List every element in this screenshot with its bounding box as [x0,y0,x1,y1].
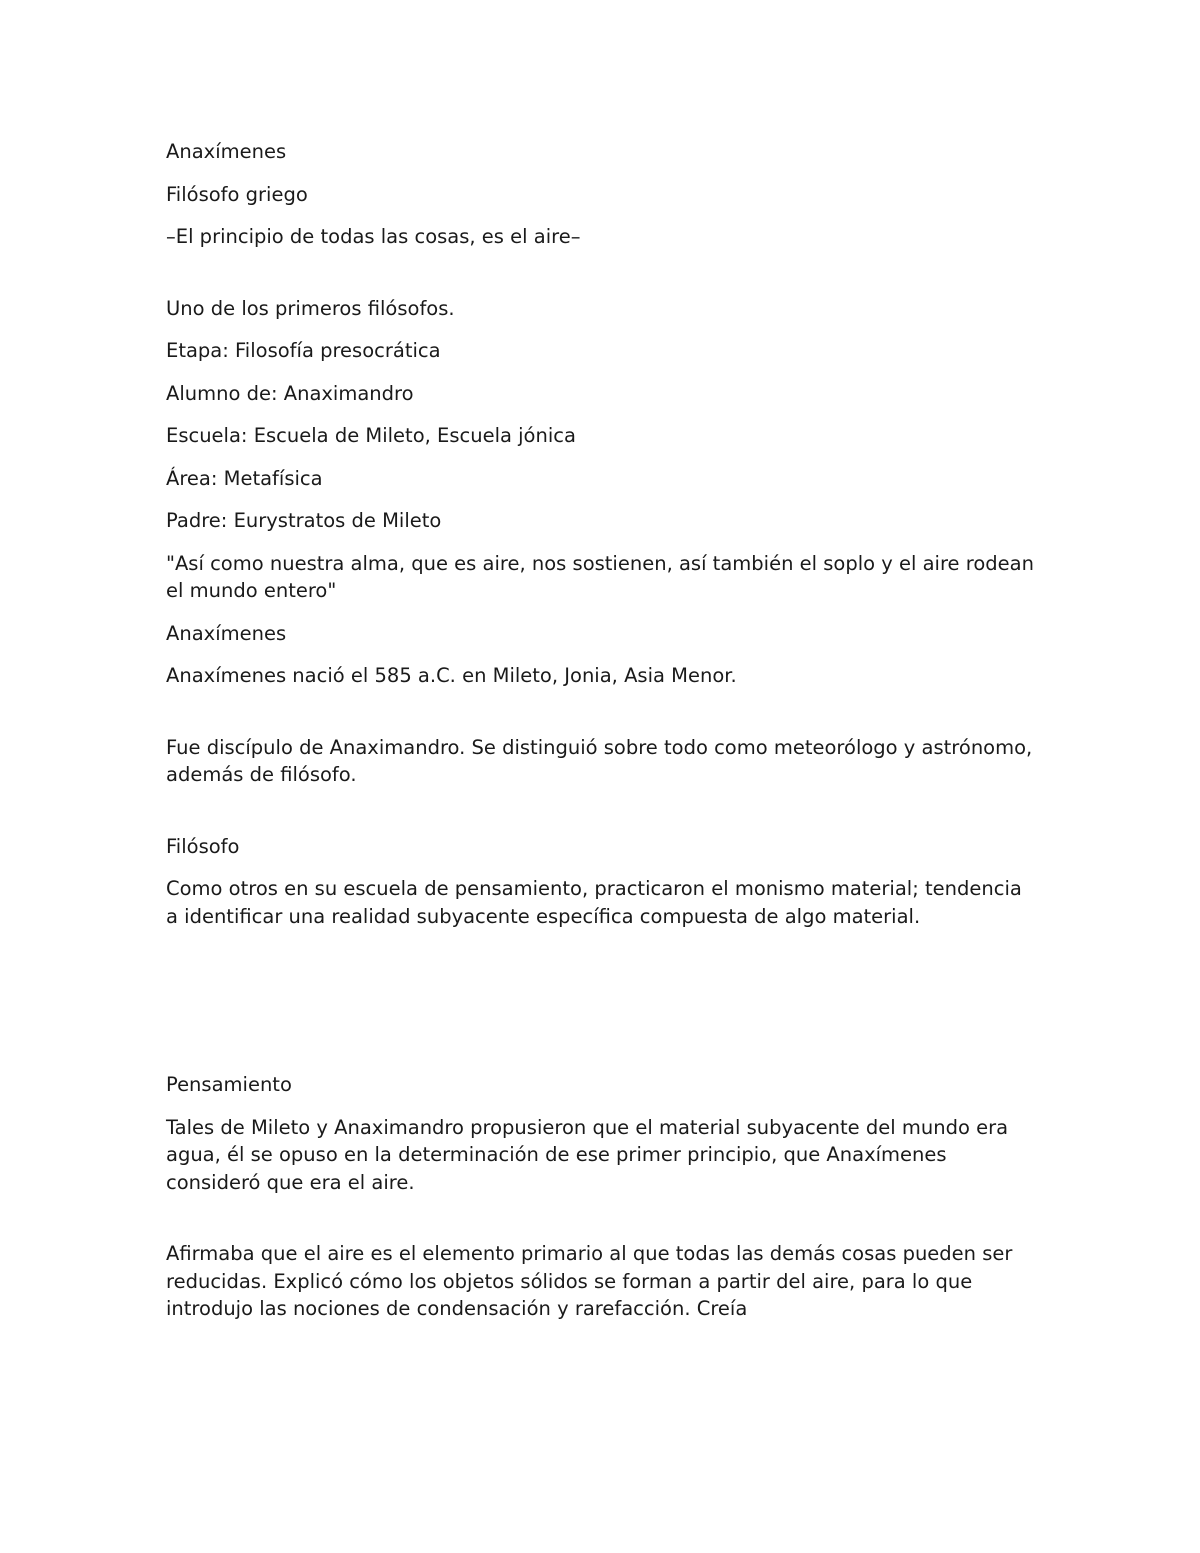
intro-text: Uno de los primeros filósofos. [166,296,455,320]
fact-father: Padre: Eurystratos de Mileto [166,509,442,532]
fact-stage: Etapa: Filosofía presocrática [166,339,441,362]
document-page [166,138,1036,1338]
disciple-text: Fue discípulo de Anaximandro. Se distinguió sobre todo como meteorólogo y astrónomo, además de filósofo. [166,735,1033,786]
section-heading-thought: Pensamiento [166,1073,292,1096]
document-title: Anaxímenes [166,140,287,163]
section-text-philosopher: Como otros en su escuela de pensamiento, practicaron el monismo material; tendencia a identificar una realidad subyacente específica compuesta de algo material. [166,877,1022,928]
quote-author: Anaxímenes [166,621,287,645]
quote-text: "Así como nuestra alma, que es aire, nos sostienen, así también el soplo y el aire rodean el mundo entero" [166,551,1034,602]
fact-school: Escuela: Escuela de Mileto, Escuela jónica [166,424,576,447]
birth-text: Anaxímenes nació el 585 a.C. en Mileto, Jonia, Asia Menor. [166,664,737,687]
section-text-thought-2: Afirmaba que el aire es el elemento primario al que todas las demás cosas pueden ser reducidas. Explicó cómo los objetos sólidos se forman a partir del aire, para lo que introdujo las nociones de condensación y rarefacción. Creía [166,1242,1013,1320]
document-subtitle: Filósofo griego [166,182,308,206]
section-text-thought-1: Tales de Mileto y Anaximandro propusieron que el material subyacente del mundo era agua, él se opuso en la determinación de ese primer principio, que Anaxímenes consideró que era el aire. [166,1115,1009,1194]
document-motto: –El principio de todas las cosas, es el aire– [166,225,581,248]
section-heading-philosopher: Filósofo [166,834,240,858]
fact-teacher: Alumno de: Anaximandro [166,381,414,405]
fact-area: Área: Metafísica [166,466,323,490]
